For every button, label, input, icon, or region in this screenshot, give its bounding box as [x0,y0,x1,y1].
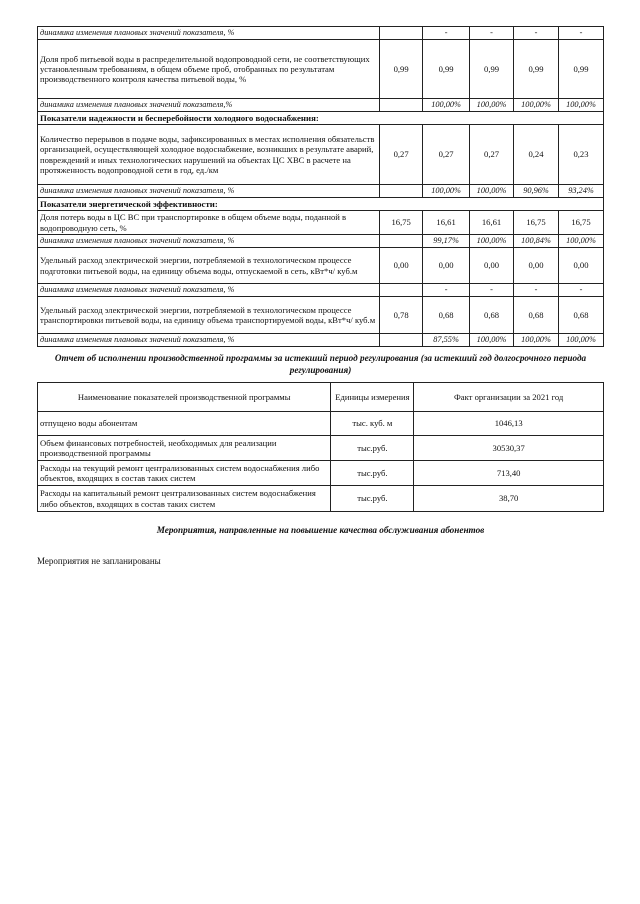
section-heading-reliability: Показатели надежности и бесперебойности холодного водоснабжения: [38,112,604,125]
indicator-row: Доля проб питьевой воды в распределительной водопроводной сети, не соответствующих установленным требованиям, в общем объеме проб, отобранных по результатам производственного контроля качества питьевой воды, % 0,99 0,99 0,99 0,99 0,99 [38,40,604,99]
dynamics-row: динамика изменения плановых значений показателя, % 99,17% 100,00% 100,84% 100,00% [38,235,604,248]
dynamics-row: динамика изменения плановых значений показателя, % 100,00% 100,00% 90,96% 93,24% [38,185,604,198]
section-heading-energy: Показатели энергетической эффективности: [38,198,604,211]
measures-title: Мероприятия, направленные на повышение качества обслуживания абонентов [156,525,485,535]
indicator-row: Доля потерь воды в ЦС ВС при транспортировке в общем объеме воды, поданной в водопроводную сеть, % 16,75 16,61 16,61 16,75 16,75 [38,211,604,235]
indicator-row: Удельный расход электрической энергии, потребляемой в технологическом процессе транспортировки питьевой воды, на единицу объема транспортируемой воды, кВт*ч/ куб.м 0,78 0,68 0,68 0,68 0,68 [38,297,604,334]
column-header-fact: Факт организации за 2021 год [414,383,604,412]
report-header-row [38,383,604,412]
indicators-table [37,26,604,347]
report-table [37,382,604,512]
report-row: Расходы на текущий ремонт централизованных систем водоснабжения либо объектов, входящих в состав таких систем тыс.руб. 713,40 [38,461,604,486]
report-row: отпущено воды абонентам тыс. куб. м 1046,13 [38,412,604,436]
column-header-unit: Единицы измерения [331,383,414,412]
dynamics-row: динамика изменения плановых значений показателя, % 87,55% 100,00% 100,00% 100,00% [38,334,604,347]
measures-text: Мероприятия не запланированы [37,556,161,566]
dynamics-row: динамика изменения плановых значений показателя, % - - - - [38,27,604,40]
report-row: Объем финансовых потребностей, необходимых для реализации производственной программы тыс.руб. 30530,37 [38,436,604,461]
dynamics-row: динамика изменения плановых значений показателя, % - - - - [38,284,604,297]
dynamics-row: динамика изменения плановых значений показателя,% 100,00% 100,00% 100,00% 100,00% [38,99,604,112]
indicator-row: Удельный расход электрической энергии, потребляемой в технологическом процессе подготовки питьевой воды, на единицу объема воды, отпускаемой в сеть, кВт*ч/ куб.м 0,00 0,00 0,00 0,00 0,00 [38,248,604,284]
report-row: Расходы на капитальный ремонт централизованных систем водоснабжения либо объектов, входящих в состав таких систем тыс.руб. 38,70 [38,486,604,512]
indicator-row: Количество перерывов в подаче воды, зафиксированных в местах исполнения обязательств организацией, осуществляющей холодное водоснабжение, возникших в результате аварий, повреждений и иных технологических нарушений на объектах ЦС ХВС в расчете на протяженность водопроводной сети в год, ед./км 0,27 0,27 0,27 0,24 0,23 [38,125,604,185]
report-title: Отчет об исполнении производственной программы за истекший период регулирования (за истекший год долгосрочного периода регулирования) [54,353,587,375]
column-header-name: Наименование показателей производственной программы [38,383,331,412]
